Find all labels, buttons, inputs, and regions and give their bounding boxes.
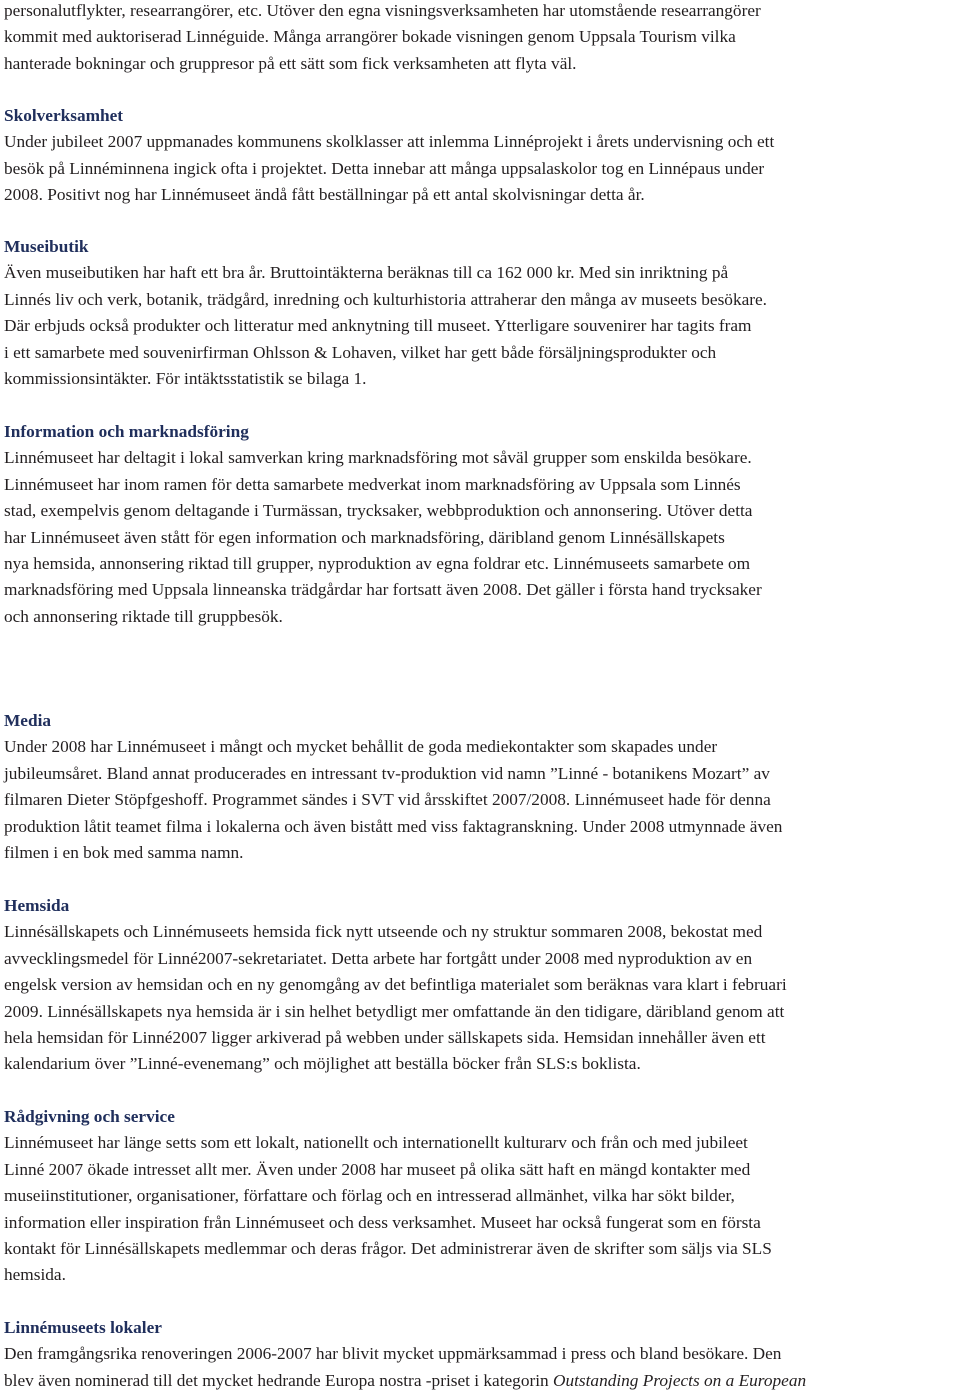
text-line: nya hemsida, annonsering riktad till grupper, nyproduktion av egna foldrar etc. Linnémuseets samarbete om (4, 553, 751, 573)
text-line: Under jubileet 2007 uppmanades kommunens skolklasser att inlemma Linnéprojekt i årets undervisning och ett (4, 132, 775, 152)
text-line: hela hemsidan för Linné2007 ligger arkiverad på webben under sällskapets sida. Hemsidan innehåller även ett (4, 1027, 766, 1047)
text-line (4, 1368, 956, 1394)
museibutik-paragraph (4, 260, 956, 392)
text-line: hanterade bokningar och gruppresor på ett sätt som fick verksamheten att flyta väl. (4, 53, 577, 73)
section-heading-lokaler: Linnémuseets lokaler (4, 1318, 162, 1337)
text-line: marknadsföring med Uppsala linneanska trädgårdar har fortsatt även 2008. Det gäller i första hand trycksaker (4, 580, 762, 600)
text-line: har Linnémuseet även stått för egen information och marknadsföring, däribland genom Linnésällskapets (4, 527, 725, 547)
text-line: jubileumsåret. Bland annat producerades en intressant tv-produktion vid namn ”Linné - botanikens Mozart” av (4, 763, 770, 783)
text-line: Linnémuseet har inom ramen för detta samarbete medverkat inom marknadsföring av Uppsala som Linnés (4, 474, 741, 494)
lokaler-section (4, 1315, 956, 1394)
text-line: Där erbjuds också produkter och litteratur med anknytning till museet. Ytterligare souvenirer har tagits fram (4, 316, 752, 336)
text-line: Under 2008 har Linnémuseet i mångt och mycket behållit de goda mediekontakter som skapades under (4, 737, 718, 757)
section-heading-hemsida: Hemsida (4, 896, 70, 915)
media-section (4, 708, 956, 866)
marknadsforing-section (4, 419, 956, 630)
text-line: Linnémuseet har deltagit i lokal samverkan kring marknadsföring mot såväl grupper som enskilda besökare. (4, 448, 752, 468)
text-line: kontakt för Linnésällskapets medlemmar och deras frågor. Det administrerar även de skrifter som säljs via SLS (4, 1238, 772, 1258)
text-line: stad, exempelvis genom deltagande i Turmässan, trycksaker, webbproduktion och annonsering. Utöver detta (4, 501, 753, 521)
italic-category-text: Outstanding Projects on a European (552, 1370, 807, 1390)
text-line: filmen i en bok med samma namn. (4, 842, 244, 862)
section-heading-museibutik: Museibutik (4, 237, 89, 256)
hemsida-paragraph (4, 919, 956, 1077)
text-line: produktion låtit teamet filma i lokalerna och även bistått med viss faktagranskning. Under 2008 utmynnade även (4, 816, 783, 836)
text-line: i ett samarbete med souvenirfirman Ohlsson & Lohaven, vilket har gett både försäljningsprodukter och (4, 342, 717, 362)
text-line: 2008. Positivt nog har Linnémuseet ändå fått beställningar på ett antal skolvisningar detta år. (4, 185, 645, 205)
text-line: museiinstitutioner, organisationer, författare och förlag och en intresserad allmänhet, vilka har sökt bilder, (4, 1186, 735, 1206)
hemsida-section (4, 893, 956, 1078)
text-line: Linnésällskapets och Linnémuseets hemsida fick nytt utseende och ny struktur sommaren 2008, bekostat med (4, 922, 763, 942)
text-line: Linnémuseet har länge setts som ett lokalt, nationellt och internationellt kulturarv och från och med jubileet (4, 1133, 748, 1153)
intro-section (4, 0, 956, 77)
section-heading-media: Media (4, 711, 52, 730)
museibutik-section (4, 234, 956, 392)
marknadsforing-paragraph (4, 445, 956, 630)
text-line: engelsk version av hemsidan och en ny genomgång av det befintliga materialet som beräknas vara klart i februari (4, 975, 787, 995)
text-line: kommit med auktoriserad Linnéguide. Många arrangörer bokade visningen genom Uppsala Tourism vilka (4, 27, 736, 47)
text-line: 2009. Linnésällskapets nya hemsida är i sin helhet betydligt mer omfattande än den tidigare, däribland genom att (4, 1001, 785, 1021)
text-line: information eller inspiration från Linnémuseet och dess verksamhet. Museet har också fungerat som en första (4, 1212, 761, 1232)
text-line: Den framgångsrika renoveringen 2006-2007 har blivit mycket uppmärksammad i press och bland besökare. Den (4, 1344, 782, 1364)
text-line: kommissionsintäkter. För intäktsstatistik se bilaga 1. (4, 368, 367, 388)
media-paragraph (4, 734, 956, 866)
text-line: besök på Linnéminnena ingick ofta i projektet. Detta innebar att många uppsalaskolor tog en Linnépaus under (4, 158, 765, 178)
text-line: hemsida. (4, 1265, 66, 1285)
text-line-prefix: blev även nominerad till det mycket hedrande Europa nostra -priset i kategorin (4, 1370, 553, 1390)
skolverksamhet-section (4, 103, 956, 209)
skolverksamhet-paragraph (4, 129, 956, 208)
text-line: och annonsering riktade till gruppbesök. (4, 606, 283, 626)
lokaler-paragraph (4, 1341, 956, 1394)
section-heading-skolverksamhet: Skolverksamhet (4, 106, 124, 125)
radgivning-section (4, 1104, 956, 1289)
text-line: Linnés liv och verk, botanik, trädgård, inredning och kulturhistoria attraherar den många av museets besökare. (4, 289, 768, 309)
text-line: Även museibutiken har haft ett bra år. Bruttointäkterna beräknas till ca 162 000 kr. Med sin inriktning på (4, 263, 729, 283)
intro-paragraph (4, 0, 956, 77)
text-line: personalutflykter, researrangörer, etc. Utöver den egna visningsverksamheten har utomstående researrangörer (4, 1, 761, 20)
text-line: avvecklingsmedel för Linné2007-sekretariatet. Detta arbete har fortgått under 2008 med nyproduktion av en (4, 948, 753, 968)
text-line: Linné 2007 ökade intresset allt mer. Även under 2008 har museet på olika sätt haft en mängd kontakter med (4, 1159, 751, 1179)
text-line: filmaren Dieter Stöpfgeshoff. Programmet sändes i SVT vid årsskiftet 2007/2008. Linnémuseet hade för denna (4, 790, 771, 810)
radgivning-paragraph (4, 1130, 956, 1288)
text-line: kalendarium över ”Linné-evenemang” och möjlighet att beställa böcker från SLS:s boklista. (4, 1054, 641, 1074)
section-heading-marknadsforing: Information och marknadsföring (4, 422, 249, 441)
section-heading-radgivning: Rådgivning och service (4, 1107, 175, 1126)
